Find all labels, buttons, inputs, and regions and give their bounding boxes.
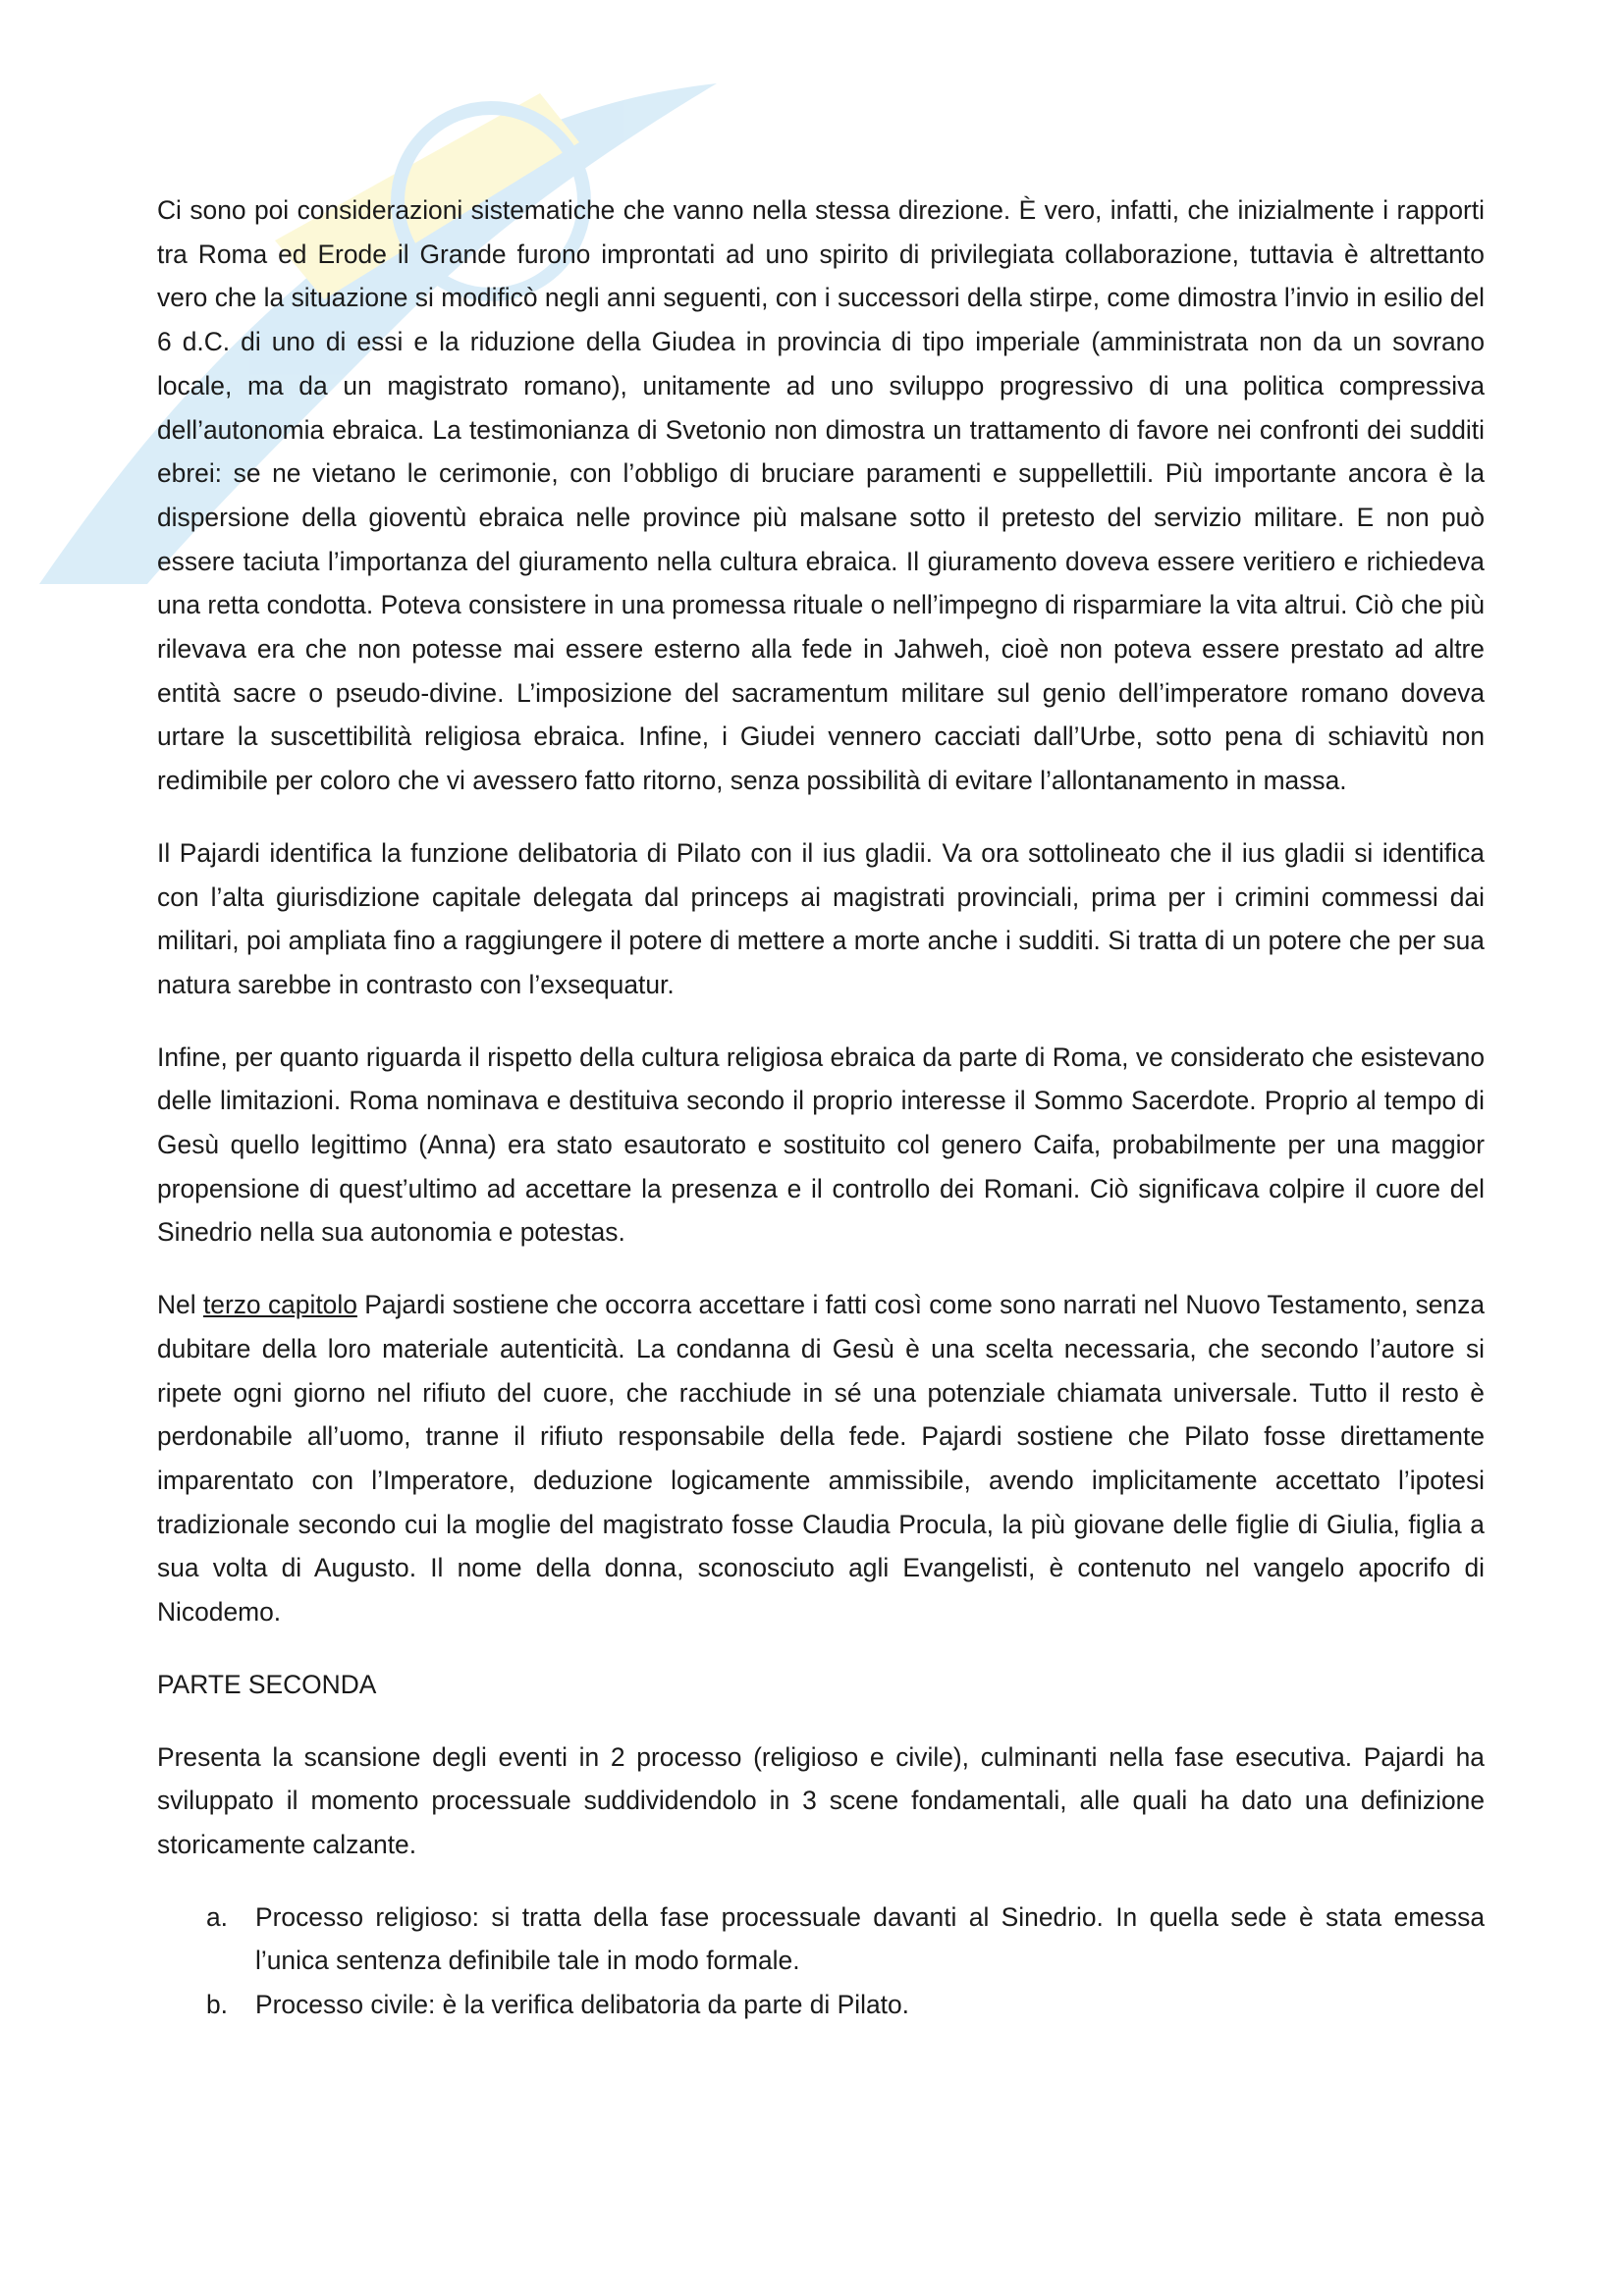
paragraph-2: Il Pajardi identifica la funzione delibatoria di Pilato con il ius gladii. Va ora sottolineato che il ius gladii si identifica con l’alta giurisdizione capitale delegata dal princeps ai magistrati provinciali, prima per i crimini commessi dai militari, poi ampliata fino a raggiungere il potere di mettere a morte anche i sudditi. Si tratta di un potere che per sua natura sarebbe in contrasto con l’exsequatur. [157, 837, 1485, 999]
paragraph-4-rest: Pajardi sostiene che occorra accettare i fatti così come sono narrati nel Nuovo Testamento, senza dubitare della loro materiale autenticità. La condanna di Gesù è una scelta necessaria, che secondo l’autore si ripete ogni giorno nel rifiuto del cuore, che racchiude in sé una potenziale chiamata universale. Tutto il resto è perdonabile all’uomo, tranne il rifiuto responsabile della fede. Pajardi sostiene che Pilato fosse direttamente imparentato con l’Imperatore, deduzione logicamente ammissibile, avendo implicitamente accettato l’ipotesi tradizionale secondo cui la moglie del magistrato fosse Claudia Procula, la più giovane delle figlie di Giulia, figlia a sua volta di Augusto. Il nome della donna, sconosciuto agli Evangelisti, è contenuto nel vangelo apocrifo di Nicodemo. [157, 1290, 1486, 1628]
paragraph-1: Ci sono poi considerazioni sistematiche che vanno nella stessa direzione. È vero, infatti, che inizialmente i rapporti tra Roma ed Erode il Grande furono improntati ad uno spirito di privilegiata collaborazione, tuttavia è altrettanto vero che la situazione si modificò negli anni seguenti, con i successori della stirpe, come dimostra l’invio in esilio del 6 d.C. di uno di essi e la riduzione della Giudea in provincia di tipo imperiale (amministrata non da un sovrano locale, ma da un magistrato romano), unitamente ad uno sviluppo progressivo di una politica compressiva dell’autonomia ebraica. La testimonianza di Svetonio non dimostra un trattamento di favore nei confronti dei sudditi ebrei: se ne vietano le cerimonie, con l’obbligo di bruciare paramenti e suppellettili. Più importante ancora è la dispersione della gioventù ebraica nelle province più malsane sotto il pretesto del servizio militare. E non può essere taciuta l’importanza del giuramento nella cultura ebraica. Il giuramento doveva essere veritiero e richiedeva una retta condotta. Poteva consistere in una promessa rituale o nell’impegno di risparmiare la vita altrui. Ciò che più rilevava era che non potesse mai essere esterno alla fede in Jahweh, cioè non poteva essere prestato ad altre entità sacre o pseudo-divine. L’imposizione del sacramentum militare sul genio dell’imperatore romano doveva urtare la suscettibilità religiosa ebraica. Infine, i Giudei vennero cacciati dall’Urbe, sotto pena di schiavitù non redimibile per coloro che vi avessero fatto ritorno, senza possibilità di evitare l’allontanamento in massa. [157, 195, 1485, 796]
section-heading: PARTE SECONDA [157, 1669, 377, 1699]
document-page [157, 188, 1485, 2027]
paragraph-5: Presenta la scansione degli eventi in 2 processo (religioso e civile), culminanti nella fase esecutiva. Pajardi ha sviluppato il momento processuale suddividendolo in 3 scene fondamentali, alle quali ha dato una definizione storicamente calzante. [157, 1741, 1485, 1859]
list-item-text: Processo civile: è la verifica delibatoria da parte di Pilato. [255, 1990, 909, 2020]
paragraph-4 [157, 1283, 1485, 1634]
list-marker: b. [206, 1990, 229, 2020]
process-list [157, 1896, 1485, 2027]
list-item-text: Processo religioso: si tratta della fase processuale davanti al Sinedrio. In quella sede è stata emessa l’unica sentenza definibile tale in modo formale. [255, 1901, 1485, 1976]
terzo-capitolo-link[interactable]: terzo capitolo [202, 1290, 357, 1320]
list-marker: a. [206, 1901, 229, 1932]
paragraph-4-prefix: Nel [157, 1290, 203, 1320]
list-item [157, 1896, 1485, 1983]
list-item [157, 1983, 1485, 2027]
paragraph-3: Infine, per quanto riguarda il rispetto della cultura religiosa ebraica da parte di Roma, ve considerato che esistevano delle limitazioni. Roma nominava e destituiva secondo il proprio interesse il Sommo Sacerdote. Proprio al tempo di Gesù quello legittimo (Anna) era stato esautorato e sostituito col genero Caifa, probabilmente per una maggior propensione di quest’ultimo ad accettare la presenza e il controllo dei Romani. Ciò significava colpire il cuore del Sinedrio nella sua autonomia e potestas. [157, 1041, 1485, 1248]
